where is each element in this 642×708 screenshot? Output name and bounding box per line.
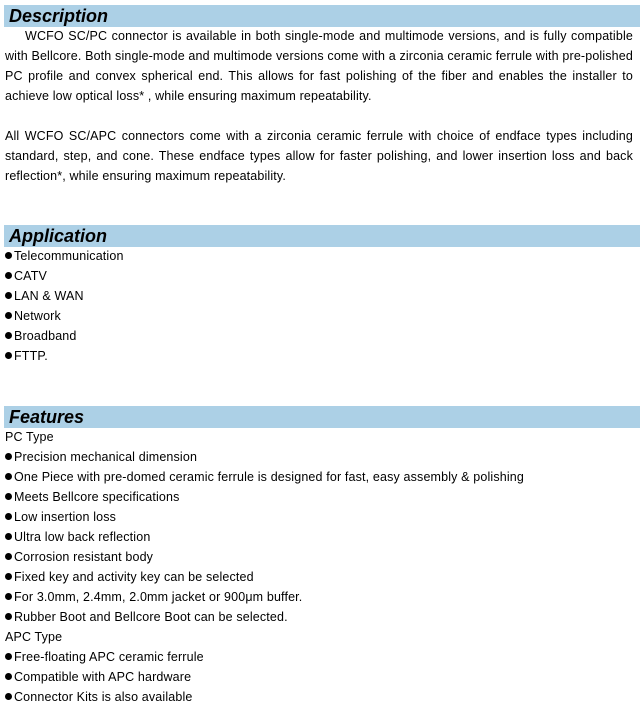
bullet-icon [5,613,12,620]
list-item: Corrosion resistant body [5,547,524,567]
bullet-icon [5,453,12,460]
bullet-icon [5,553,12,560]
list-item: Broadband [5,326,124,346]
list-item: FTTP. [5,346,124,366]
list-item: Low insertion loss [5,507,524,527]
description-header [4,5,640,27]
list-item: Rubber Boot and Bellcore Boot can be selected. [5,607,524,627]
list-item: Fixed key and activity key can be selected [5,567,524,587]
features-title: Features [9,407,85,427]
description-paragraph-1: WCFO SC/PC connector is available in both single-mode and multimode versions, and is fully compatible with Bellcore. Both single-mode and multimode versions come with a zirconia ceramic ferrule with pre-polished PC profile and convex spherical end. This allows for fast polishing of the fiber and enables the installer to achieve low optical loss* , while ensuring maximum repeatability. [5,29,633,103]
application-list [5,246,124,366]
list-item: Precision mechanical dimension [5,447,524,467]
bullet-icon [5,533,12,540]
pc-type-label: PC Type [5,430,54,444]
apc-type-label: APC Type [5,630,63,644]
features-header [4,406,640,428]
application-title: Application [9,226,107,246]
bullet-icon [5,573,12,580]
list-item: Connector Kits is also available [5,687,524,707]
bullet-icon [5,272,12,279]
list-item: Network [5,306,124,326]
list-item: Meets Bellcore specifications [5,487,524,507]
bullet-icon [5,252,12,259]
description-paragraph-2: All WCFO SC/APC connectors come with a zirconia ceramic ferrule with choice of endface types including standard, step, and cone. These endface types allow for faster polishing, and lower insertion loss and back reflection*, while ensuring maximum repeatability. [5,129,633,183]
bullet-icon [5,513,12,520]
bullet-icon [5,312,12,319]
list-item: LAN & WAN [5,286,124,306]
bullet-icon [5,693,12,700]
list-item: Telecommunication [5,246,124,266]
description-title: Description [9,6,109,26]
bullet-icon [5,593,12,600]
bullet-icon [5,493,12,500]
list-item: For 3.0mm, 2.4mm, 2.0mm jacket or 900μm buffer. [5,587,524,607]
bullet-icon [5,352,12,359]
list-item: One Piece with pre-domed ceramic ferrule is designed for fast, easy assembly & polishing [5,467,524,487]
list-item: Compatible with APC hardware [5,667,524,687]
features-list [5,427,524,707]
list-item: Free-floating APC ceramic ferrule [5,647,524,667]
application-header [4,225,640,247]
bullet-icon [5,332,12,339]
bullet-icon [5,473,12,480]
list-item: Ultra low back reflection [5,527,524,547]
list-item: CATV [5,266,124,286]
bullet-icon [5,292,12,299]
bullet-icon [5,653,12,660]
bullet-icon [5,673,12,680]
